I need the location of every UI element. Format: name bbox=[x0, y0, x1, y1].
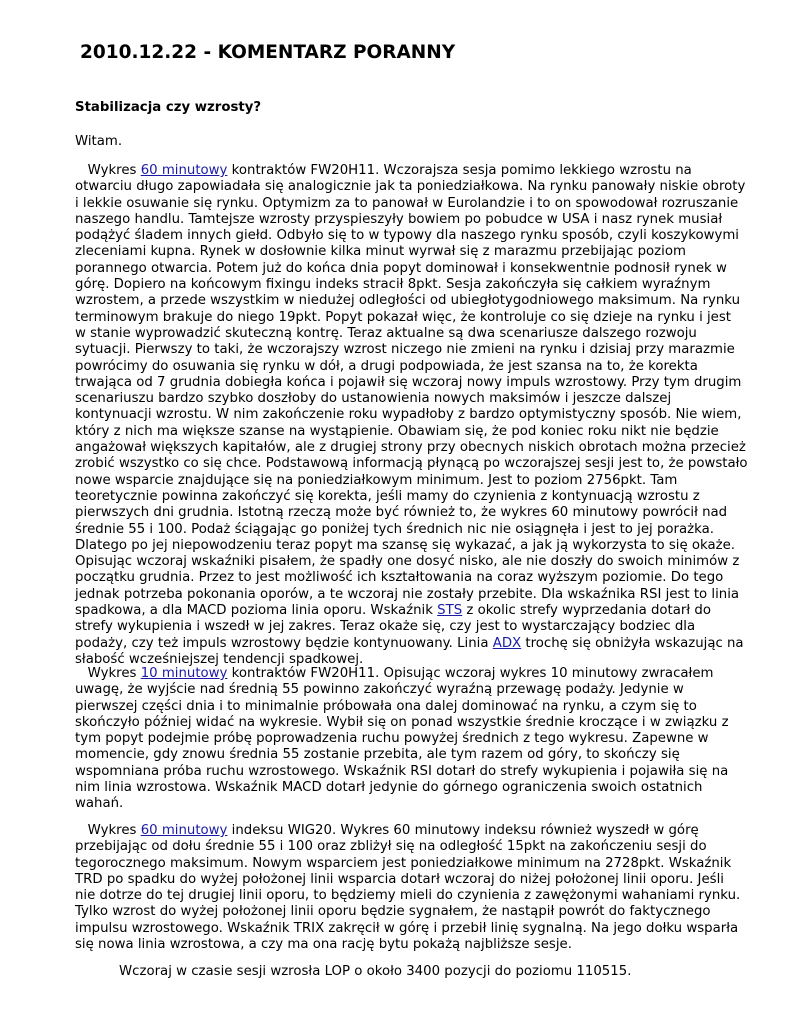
paragraph-line: scenariuszu bardzo szybko doszłoby do ustanowienia nowych maksimów i jeszcze dalszej bbox=[75, 391, 672, 407]
paragraph-line: terminowym brakuje do niego 19pkt. Popyt pokazał więc, że kontroluje co się dzieje na rynku i jest bbox=[75, 309, 732, 325]
paragraph-line: Dlatego po jej niepowodzeniu teraz popyt ma szansę się wykazać, a jak ją wykorzysta to się okaże. bbox=[75, 537, 736, 553]
paragraph-line: powrócimy do osuwania się rynku w dół, a drugi podpowiada, że jest szansa na to, że korekta bbox=[75, 358, 698, 374]
paragraph-line bbox=[75, 635, 744, 652]
paragraph-line: tym popyt podejmie próbę poprowadzenia ruchu powyżej średnich z tego wykresu. Zapewne w bbox=[75, 731, 709, 747]
chart-60min-futures-link[interactable]: 60 minutowy bbox=[140, 163, 228, 178]
paragraph-line: średnie 55 i 100. Podaż ściągając go poniżej tych średnich nic nie osiągnęła i jest to jej porażka. bbox=[75, 521, 714, 537]
sts-indicator-link[interactable]: STS bbox=[437, 603, 463, 619]
paragraph-line: w stanie wyprowadzić skuteczną kontrę. Teraz aktualne są dwa scenariusze dalszego rozwoju bbox=[75, 325, 697, 341]
paragraph-line: sytuacji. Pierwszy to taki, że wczorajszy wzrost niczego nie zmieni na rynku i dzisiaj przy marazmie bbox=[75, 342, 735, 358]
paragraph-line: nie dotrze do tej drugiej linii oporu, to będziemy mieli do czynienia z zawężonymi wahaniami rynku. bbox=[75, 888, 741, 904]
line-text: kontraktów FW20H11. Wczorajsza sesja pomimo lekkiego wzrostu na bbox=[227, 163, 692, 178]
paragraph-line: zleceniami kupna. Rynek w dosłownie kilka minut wyrwał się z marazmu przebijając poziom bbox=[75, 244, 686, 260]
paragraph-futures-60min bbox=[75, 163, 748, 668]
paragraph-line: Tylko wzrost do wyżej położonej linii oporu będzie sygnałem, że nastąpił powrót do faktycznego bbox=[75, 904, 711, 920]
paragraph-line: Opisując wczoraj wskaźniki pisałem, że spadły one dosyć nisko, ale nie doszły do swoich minimów z bbox=[75, 554, 740, 570]
paragraph-line: skończyło później widać na wykresie. Wybił się on ponad wszystkie średnie kroczące i w związku z bbox=[75, 714, 729, 730]
paragraph-line bbox=[75, 603, 733, 619]
paragraph-line: strefy wykupienia i wszedł w jej zakres. Teraz okaże się, czy jest to wystarczający bodziec dla bbox=[75, 619, 696, 635]
paragraph-line: TRD po spadku do wyżej położonej linii wsparcia dotarł wczoraj do niżej położonej linii oporu. Jeśli bbox=[75, 871, 724, 887]
paragraph-line: porannego otwarcia. Potem już do końca dnia popyt dominował i konsekwentnie podnosił rynek w bbox=[75, 260, 727, 276]
line-text: Wykres bbox=[75, 823, 141, 838]
paragraph-line: momencie, gdy znowu średnia 55 zostanie przebita, ale tym razem od góry, to skończy się bbox=[75, 747, 680, 763]
line-text: Wykres bbox=[75, 163, 141, 178]
paragraph-line: górę. Dopiero na końcowym fixingu indeks stracił 8pkt. Sesja zakończyła się całkiem wyraźnym bbox=[75, 277, 711, 293]
paragraph-line: się nowa linia wzrostowa, a czy ma ona rację bytu pokażą najbliższe sesje. bbox=[75, 937, 572, 953]
paragraph-line: wzrostem, a przede wszystkim w niedużej odległości od ubiegłotygodniowego maksimum. Na rynku bbox=[75, 293, 740, 309]
paragraph-line bbox=[75, 823, 733, 839]
paragraph-line: naszego handlu. Tamtejsze wzrosty przyspieszyły bowiem po pobudce w USA i nasz rynek musiał bbox=[75, 211, 723, 227]
paragraph-line: trwająca od 7 grudnia dobiegła końca i pojawił się wczoraj nowy impuls wzrostowy. Przy tym drugim bbox=[75, 374, 742, 390]
line-text: kontraktów FW20H11. Opisując wczoraj wykres 10 minutowy zwracałem bbox=[227, 666, 714, 681]
page-title: 2010.12.22 - KOMENTARZ PORANNY bbox=[80, 42, 456, 63]
paragraph-line: uwagę, że wyjście nad średnią 55 powinno zakończyć wyraźną przewagę podaży. Jedynie w bbox=[75, 682, 684, 698]
paragraph-line: otwarciu długo zapowiadała się analogicznie jak ta poniedziałkowa. Na rynku panowały niskie obroty bbox=[75, 179, 746, 195]
paragraph-line: impulsu wzrostowego. Wskaźnik TRIX zakręcił w górę i przebił linię sygnalną. Na jego dołku wsparła bbox=[75, 920, 739, 936]
paragraph-line: i lekkie osuwanie się rynku. Optymizm za to panował w Eurolandzie i to on spowodował rozruszanie bbox=[75, 195, 739, 211]
line-text: trochę się obniżyła wskazując na bbox=[521, 635, 744, 651]
paragraph-line: wahań. bbox=[75, 796, 124, 812]
paragraph-line: pierwszych dni grudnia. Istotną rzeczą może być również to, że wykres 60 minutowy powrócił nad bbox=[75, 505, 728, 521]
paragraph-futures-10min bbox=[75, 666, 733, 813]
paragraph-line bbox=[75, 666, 733, 682]
line-text: spadkowa, a dla MACD pozioma linia oporu. Wskaźnik bbox=[75, 603, 433, 619]
greeting: Witam. bbox=[75, 134, 123, 149]
paragraph-line: jednak potrzeba pokonania oporów, a te wczoraj nie zostały przebite. Dla wskaźnika RSI jest to linia bbox=[75, 586, 740, 602]
line-text: z okolic strefy wyprzedania dotarł do bbox=[462, 603, 711, 619]
paragraph-line: początku grudnia. Przez to jest możliwość ich kształtowania na coraz wyższym poziomie. Do tego bbox=[75, 570, 724, 586]
paragraph-line: podążyć śladem innych giełd. Odbyło się to w typowy dla naszego rynku sposób, czyli koszykowymi bbox=[75, 228, 739, 244]
paragraph-line: nowe wsparcie znajdujące się na poniedziałkowym minimum. Jest to poziom 2756pkt. Tam bbox=[75, 472, 678, 488]
closing-note: Wczoraj w czasie sesji wzrosła LOP o około 3400 pozycji do poziomu 110515. bbox=[119, 964, 632, 979]
paragraph-line: teoretycznie powinna zakończyć się korekta, jeśli mamy do czynienia z kontynuacją wzrostu z bbox=[75, 488, 700, 504]
paragraph-line bbox=[75, 163, 733, 179]
paragraph-line: kontynuacji wzrostu. W nim zakończenie roku wypadłoby z bardzo optymistyczny sposób. Nie wiem, bbox=[75, 407, 742, 423]
paragraph-line: słabość wcześniejszej tendencji spadkowej. bbox=[75, 651, 364, 667]
line-text: Wykres bbox=[75, 666, 141, 681]
chart-60min-wig20-link[interactable]: 60 minutowy bbox=[140, 823, 228, 838]
paragraph-line: angażował większych kapitałów, ale z drugiej strony przy obecnych niskich obrotach można przecież bbox=[75, 440, 746, 456]
line-text: indeksu WIG20. Wykres 60 minutowy indeksu również wyszedł w górę bbox=[227, 823, 699, 838]
paragraph-wig20-60min bbox=[75, 823, 741, 953]
paragraph-line: nim linia wzrostowa. Wskaźnik MACD dotarł jedynie do górnego ograniczenia swoich ostatnich bbox=[75, 780, 703, 796]
adx-indicator-link[interactable]: ADX bbox=[492, 635, 522, 651]
paragraph-line: przebijając od dołu średnie 55 i 100 oraz zbliżył się na odległość 15pkt na zakończeniu sesji do bbox=[75, 839, 707, 855]
line-text: podaży, czy też impuls wzrostowy będzie kontynuowany. Linia bbox=[75, 635, 493, 651]
paragraph-line: pierwszej części dnia i to minimalnie próbowała ona dalej dominować na rynku, a czym się to bbox=[75, 698, 697, 714]
paragraph-line: wspomniana próba ruchu wzrostowego. Wskaźnik RSI dotarł do strefy wykupienia i pojawiła się na bbox=[75, 763, 729, 779]
article-subtitle: Stabilizacja czy wzrosty? bbox=[75, 100, 262, 115]
paragraph-line: który z nich ma większe szanse na wystąpienie. Obawiam się, że pod koniec roku nikt nie będzie bbox=[75, 423, 719, 439]
chart-10min-futures-link[interactable]: 10 minutowy bbox=[140, 666, 228, 681]
paragraph-line: tegorocznego maksimum. Nowym wsparciem jest poniedziałkowe minimum na 2728pkt. Wskaźnik bbox=[75, 855, 732, 871]
paragraph-line: zrobić wszystko co się chce. Podstawową informacją płynącą po wczorajszej sesji jest to, że powstało bbox=[75, 456, 748, 472]
